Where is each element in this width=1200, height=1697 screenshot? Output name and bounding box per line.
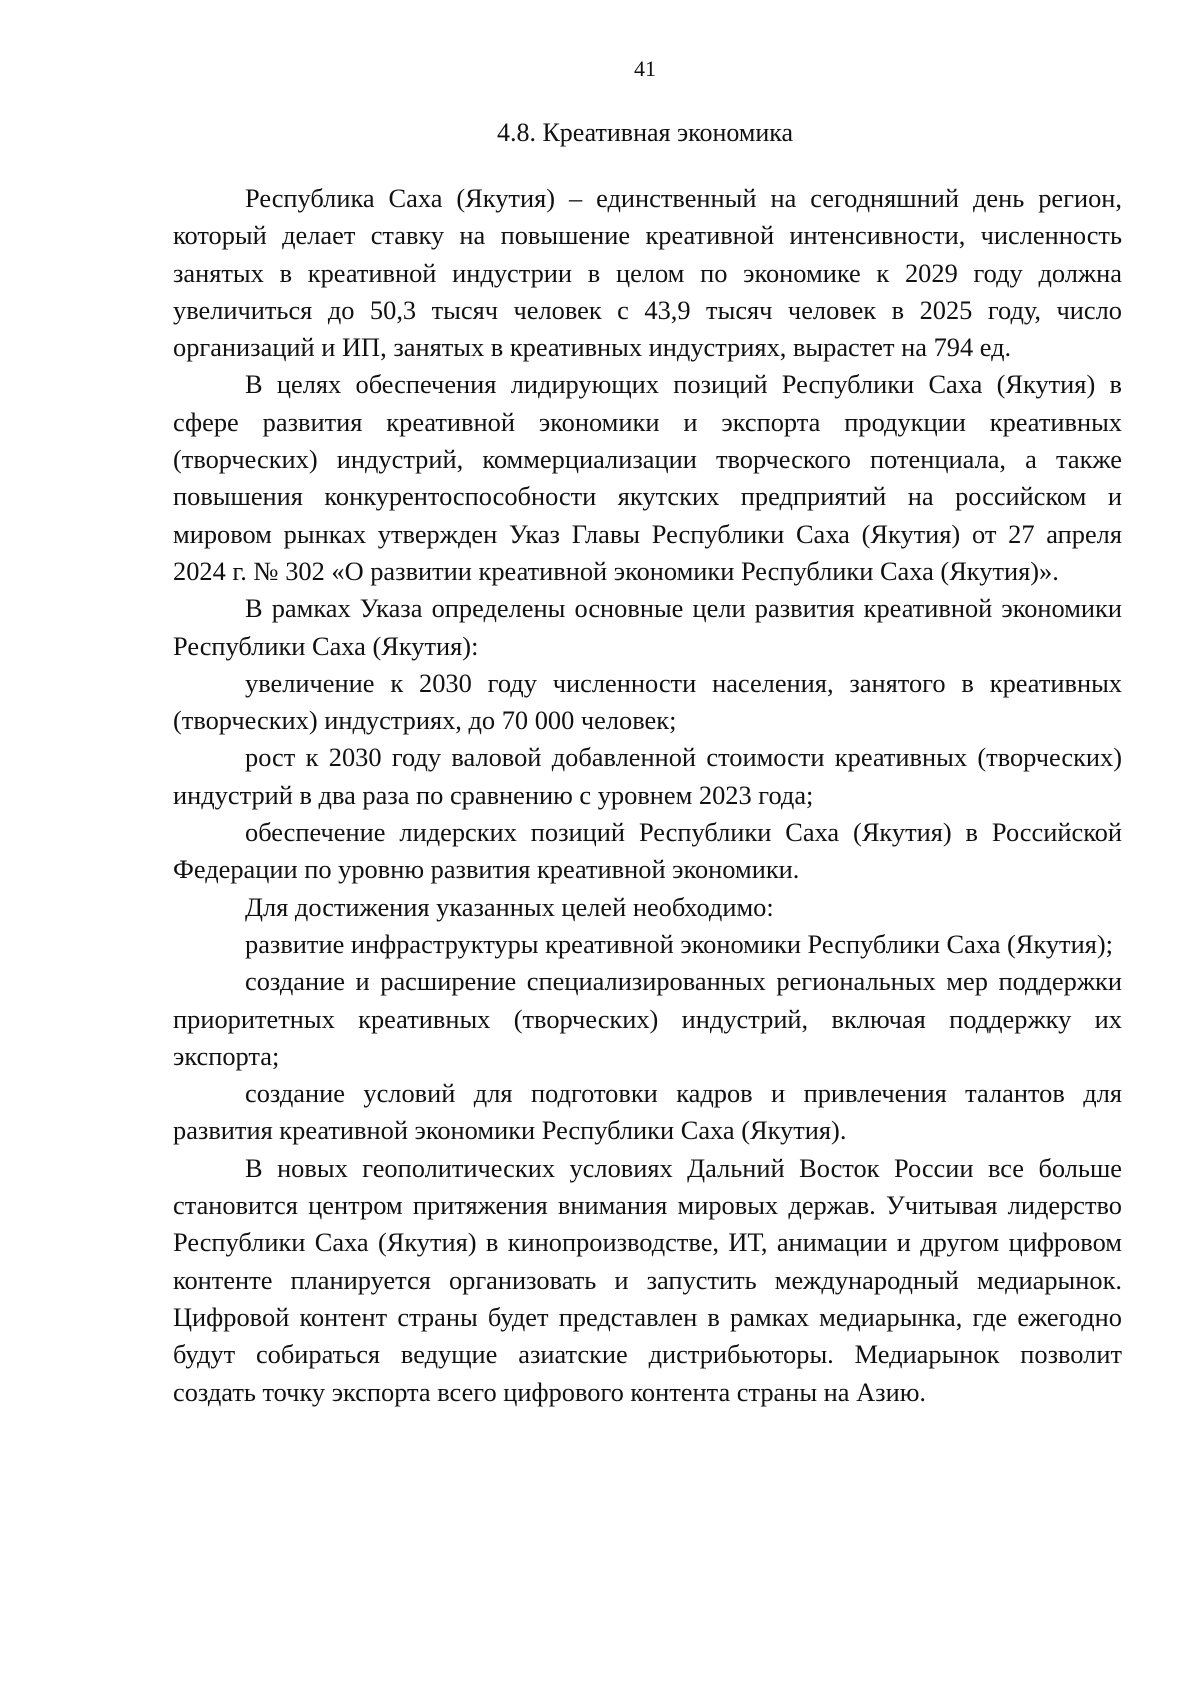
paragraph: Для достижения указанных целей необходимо: — [245, 891, 774, 922]
section-heading: 4.8. Креативная экономика — [496, 118, 794, 147]
page-number: 41 — [634, 56, 656, 81]
goal-list-item: обеспечение лидерских позиций Республики Саха (Якутия) в Российской Федерации по уровню развития креативной экономики. — [173, 817, 1122, 885]
goal-list-item: увеличение к 2030 году численности населения, занятого в креативных (творческих) индустриях, до 70 000 человек; — [173, 667, 1122, 736]
paragraph: В целях обеспечения лидирующих позиций Республики Саха (Якутия) в сфере развития креативной экономики и экспорта продукции креативных (творческих) индустрий, коммерциализации творческого потенциала, а также повышения конкурентоспособности якутских предприятий на российском и мировом рынках утвержден Указ Главы Республики Саха (Якутия) от 27 апреля 2024 г. № 302 «О развитии креативной экономики Республики Саха (Якутия)». — [173, 369, 1122, 586]
paragraph: В рамках Указа определены основные цели развития креативной экономики Республики Саха (Якутия): — [173, 593, 1122, 661]
task-list-item: создание условий для подготовки кадров и привлечения талантов для развития креативной экономики Республики Саха (Якутия). — [173, 1078, 1122, 1146]
paragraph: В новых геополитических условиях Дальний Восток России все больше становится центром притяжения внимания мировых держав. Учитывая лидерство Республики Саха (Якутия) в кинопроизводстве, ИТ, анимации и другом цифровом контенте планируется организовать и запустить международный медиарынок. Цифровой контент страны будет представлен в рамках медиарынка, где ежегодно будут собираться ведущие азиатские дистрибьюторы. Медиарынок позволит создать точку экспорта всего цифрового контента страны на Азию. — [173, 1152, 1122, 1407]
task-list-item: развитие инфраструктуры креативной экономики Республики Саха (Якутия); — [245, 928, 1113, 959]
body-text — [173, 180, 1122, 1411]
goal-list-item: рост к 2030 году валовой добавленной стоимости креативных (творческих) индустрий в два раза по сравнению с уровнем 2023 года; — [173, 742, 1122, 810]
task-list-item: создание и расширение специализированных региональных мер поддержки приоритетных креативных (творческих) индустрий, включая поддержку их экспорта; — [173, 966, 1122, 1071]
paragraph: Республика Саха (Якутия) – единственный на сегодняшний день регион, который делает ставку на повышение креативной интенсивности, численность занятых в креативной индустрии в целом по экономике к 2029 году должна увеличиться до 50,3 тысяч человек с 43,9 тысяч человек в 2025 году, число организаций и ИП, занятых в креативных индустриях, вырастет на 794 ед. — [173, 183, 1122, 363]
